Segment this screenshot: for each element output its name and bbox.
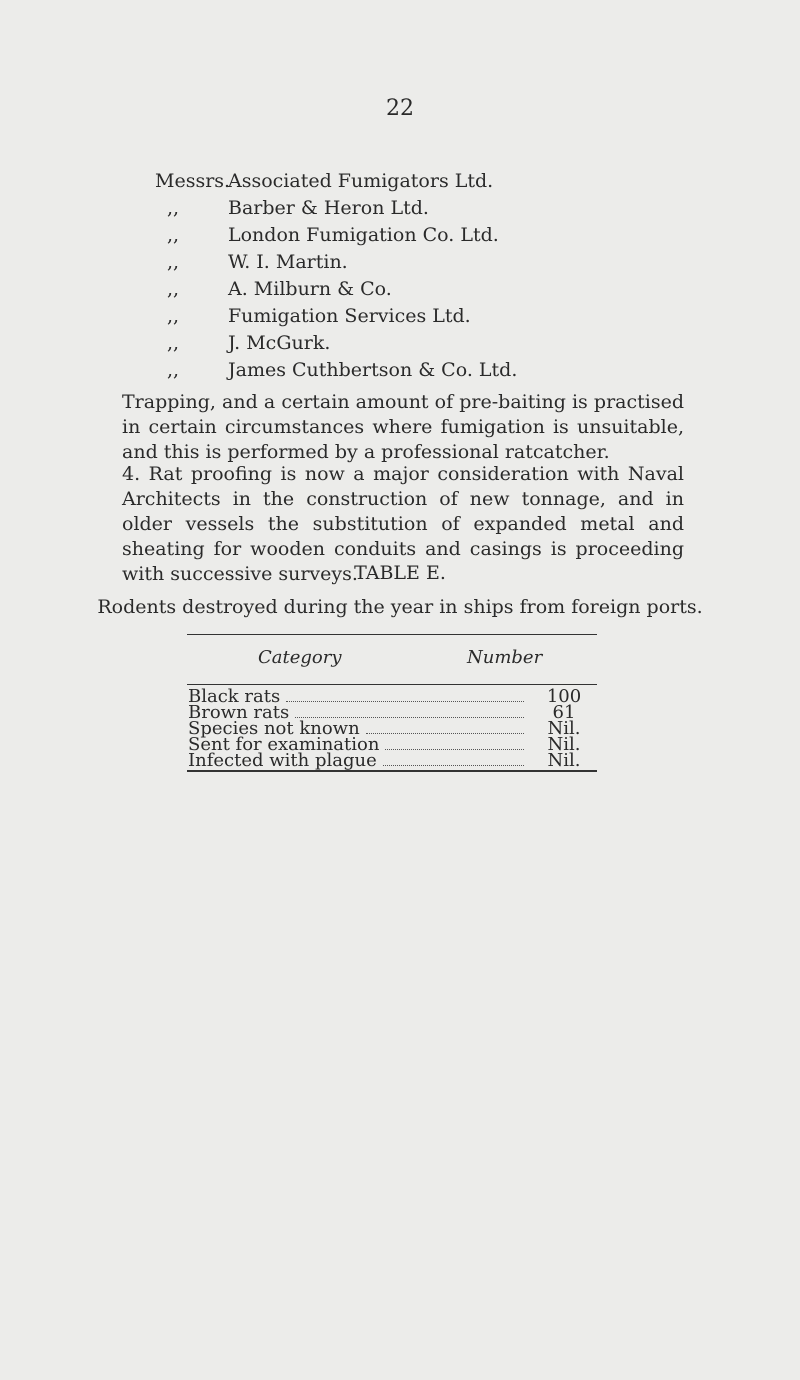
firm-name: A. Milburn & Co. [228, 278, 392, 300]
firm-list-item [155, 168, 517, 195]
firm-name: J. McGurk. [228, 332, 331, 354]
row-category: Black rats [188, 686, 281, 707]
table-bottom-rule [187, 770, 597, 772]
ditto-mark: ,, [167, 332, 180, 354]
table-header-rule [187, 684, 597, 685]
firm-name: James Cuthbertson & Co. Ltd. [228, 359, 518, 381]
dot-leader [385, 749, 524, 750]
rat-proofing-paragraph: 4. Rat proofing is now a major consideration with Naval Architects in the construction of new tonnage, and in older vessels the substitution of expanded metal and sheating for wooden conduits and casings is proceeding with successive surveys. [122, 463, 684, 585]
row-number: Nil. [547, 718, 581, 739]
firm-list-item [155, 222, 517, 249]
firm-list [155, 168, 517, 384]
table-title: TABLE E. [354, 562, 446, 584]
ditto-mark: ,, [167, 305, 180, 327]
row-category: Infected with plague [188, 750, 377, 771]
firm-list-item [155, 357, 517, 384]
table-body [188, 686, 598, 771]
firm-prefix: Messrs. [155, 170, 231, 192]
firm-list-item [155, 249, 517, 276]
row-category: Sent for examination [188, 734, 380, 755]
ditto-mark: ,, [167, 359, 180, 381]
row-category: Brown rats [188, 702, 290, 723]
firm-name: Fumigation Services Ltd. [228, 305, 471, 327]
row-number: 100 [546, 686, 582, 707]
dot-leader [366, 733, 524, 734]
row-number: 61 [552, 702, 576, 723]
firm-list-item [155, 276, 517, 303]
firm-list-item [155, 303, 517, 330]
table-top-rule [187, 634, 597, 635]
trapping-paragraph: Trapping, and a certain amount of pre-baiting is practised in certain circumstances where fumigation is unsuitable, and this is performed by a professional ratcatcher. [122, 391, 684, 463]
firm-name: Barber & Heron Ltd. [228, 197, 429, 219]
ditto-mark: ,, [167, 278, 180, 300]
row-category: Species not known [188, 718, 360, 739]
column-header-number: Number [467, 647, 543, 668]
ditto-mark: ,, [167, 224, 180, 246]
table-caption: Rodents destroyed during the year in ships from foreign ports. [97, 596, 703, 618]
ditto-mark: ,, [167, 251, 180, 273]
column-header-category: Category [258, 647, 342, 668]
firm-name: Associated Fumigators Ltd. [228, 170, 494, 192]
firm-list-item [155, 195, 517, 222]
row-number: Nil. [547, 750, 581, 771]
row-number: Nil. [547, 734, 581, 755]
table-row [188, 750, 598, 771]
firm-name: W. I. Martin. [228, 251, 348, 273]
firm-list-item [155, 330, 517, 357]
dot-leader [383, 765, 524, 766]
page-number: 22 [386, 96, 414, 121]
dot-leader [286, 701, 524, 702]
ditto-mark: ,, [167, 197, 180, 219]
firm-name: London Fumigation Co. Ltd. [228, 224, 499, 246]
